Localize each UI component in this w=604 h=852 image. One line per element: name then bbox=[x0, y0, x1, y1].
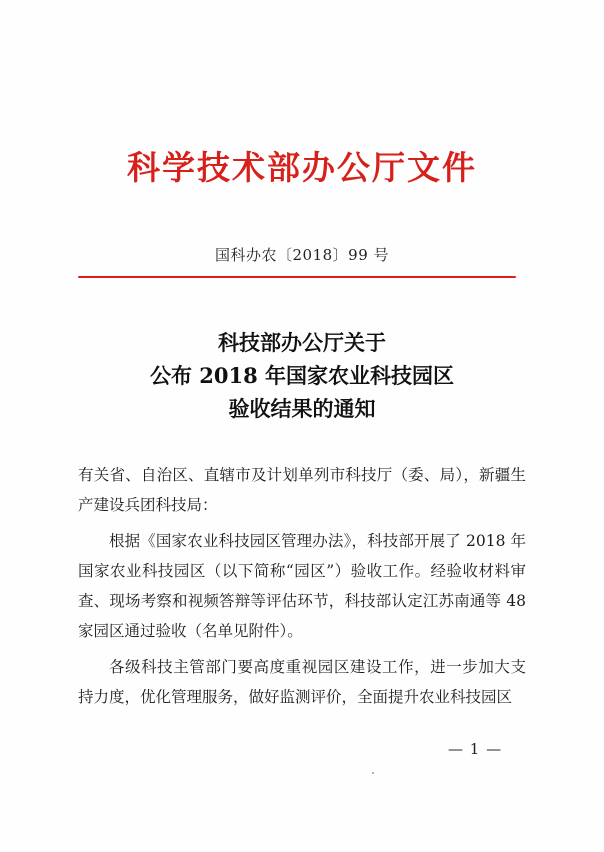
addressee-line: 有关省、自治区、直辖市及计划单列市科技厅（委、局），新疆生产建设兵团科技局： bbox=[78, 466, 526, 514]
scan-speck bbox=[372, 772, 374, 774]
title-line: 科技部办公厅关于 bbox=[218, 330, 386, 355]
body-paragraph: 根据《国家农业科技园区管理办法》，科技部开展了 2018 年国家农业科技园区（以下简称“园区”）验收工作。经验收材料审查、现场考察和视频答辩等评估环节，科技部认定江苏南通等 48 家园区通过验收（名单见附件）。 bbox=[78, 532, 526, 640]
title-line: 验收结果的通知 bbox=[228, 396, 376, 421]
title-line: 公布 2018 年国家农业科技园区 bbox=[149, 363, 455, 388]
document-number: 国科办农〔2018〕99 号 bbox=[214, 246, 390, 264]
notice-body bbox=[78, 460, 526, 712]
notice-title bbox=[0, 326, 604, 425]
body-paragraph: 各级科技主管部门要高度重视园区建设工作，进一步加大支持力度，优化管理服务，做好监测评价，全面提升农业科技园区 bbox=[78, 658, 526, 706]
red-divider-line bbox=[78, 276, 516, 278]
issuer-heading: 科学技术部办公厅文件 bbox=[127, 148, 477, 187]
page-number: — 1 — bbox=[448, 740, 503, 758]
